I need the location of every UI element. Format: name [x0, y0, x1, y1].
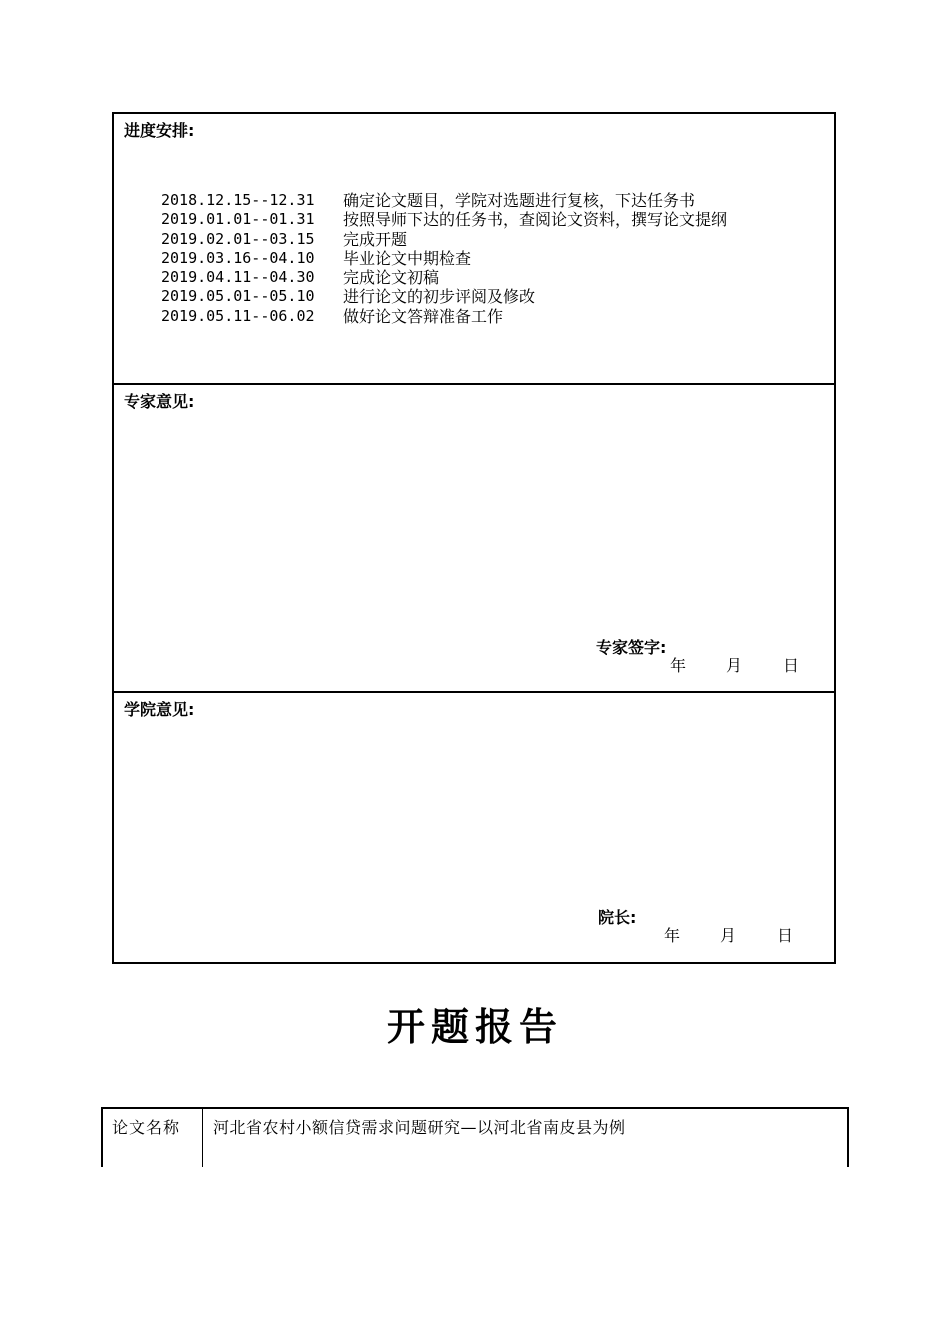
thesis-name-label: 论文名称 — [103, 1109, 203, 1167]
schedule-task: 确定论文题目，学院对选题进行复核，下达任务书 — [343, 191, 696, 210]
dean-signature-label: 院长: — [598, 908, 637, 927]
schedule-row — [161, 307, 727, 326]
thesis-name-value: 河北省农村小额信贷需求问题研究—以河北省南皮县为例 — [213, 1118, 626, 1137]
schedule-date: 2019.04.11--04.30 — [161, 268, 315, 287]
schedule-row — [161, 191, 727, 210]
year-label: 年 — [670, 656, 687, 675]
schedule-task: 完成论文初稿 — [343, 268, 440, 288]
schedule-task: 毕业论文中期检查 — [343, 248, 472, 268]
schedule-row — [161, 230, 727, 249]
schedule-date: 2019.03.16--04.10 — [161, 248, 315, 267]
month-label: 月 — [720, 926, 737, 945]
year-label: 年 — [664, 926, 681, 945]
schedule-row — [161, 287, 727, 306]
expert-date-line — [670, 653, 799, 676]
progress-section — [112, 112, 836, 385]
schedule-date: 2019.02.01--03.15 — [161, 229, 315, 248]
college-label: 学院意见: — [124, 700, 195, 719]
schedule-task: 进行论文的初步评阅及修改 — [343, 287, 536, 307]
schedule-task: 按照导师下达的任务书，查阅论文资料，撰写论文提纲 — [343, 210, 728, 230]
progress-label: 进度安排: — [124, 121, 195, 140]
schedule-row — [161, 249, 727, 268]
day-label: 日 — [783, 656, 800, 675]
schedule-date: 2019.05.11--06.02 — [161, 306, 315, 325]
college-section — [112, 691, 836, 964]
schedule-task: 完成开题 — [343, 229, 408, 249]
thesis-table — [101, 1107, 849, 1167]
expert-signature-label: 专家签字: — [596, 638, 667, 657]
schedule-row — [161, 210, 727, 229]
schedule-list — [161, 191, 727, 326]
schedule-row — [161, 268, 727, 287]
expert-label: 专家意见: — [124, 392, 195, 411]
schedule-task: 做好论文答辩准备工作 — [343, 306, 504, 326]
schedule-date: 2018.12.15--12.31 — [161, 191, 315, 209]
expert-section — [112, 383, 836, 693]
day-label: 日 — [777, 926, 794, 945]
month-label: 月 — [726, 656, 743, 675]
report-title: 开题报告 — [386, 1005, 563, 1049]
schedule-date: 2019.05.01--05.10 — [161, 287, 315, 306]
schedule-date: 2019.01.01--01.31 — [161, 210, 315, 229]
college-date-line — [664, 923, 793, 946]
